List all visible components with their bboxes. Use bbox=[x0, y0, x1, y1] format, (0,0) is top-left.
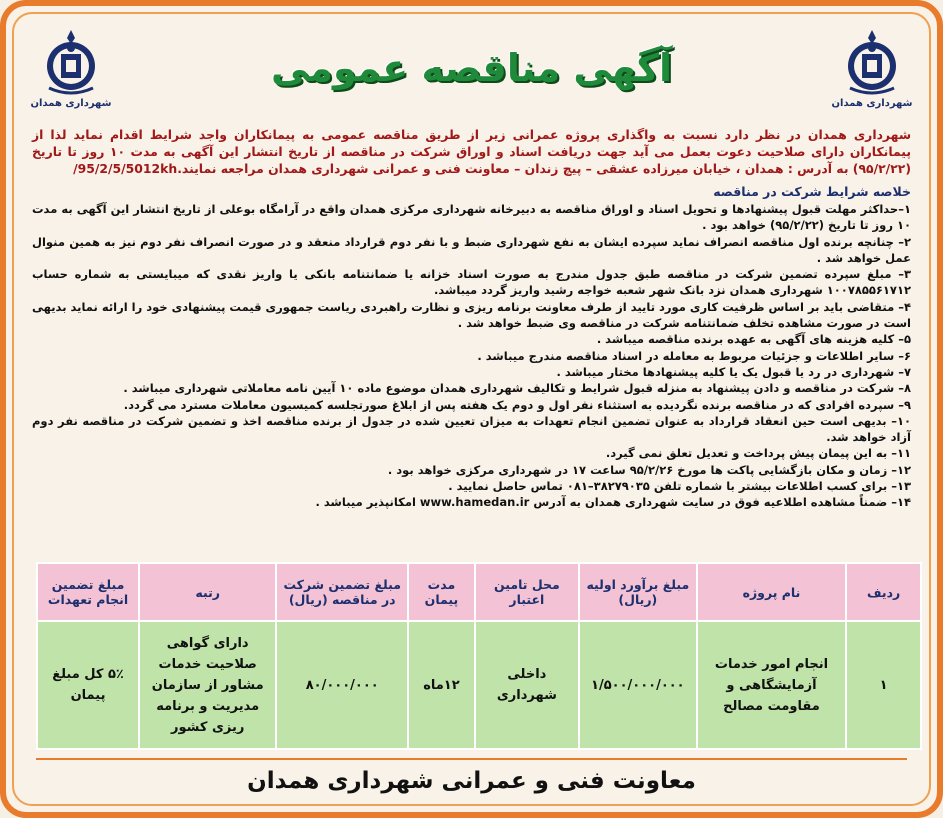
condition-item: ۱۱– به این پیمان پیش پرداخت و تعدیل تعلق نمی گیرد. bbox=[605, 446, 911, 461]
col-performance-guarantee: مبلغ تضمین انجام تعهدات bbox=[37, 563, 139, 621]
condition-item: ۶– سایر اطلاعات و جزئیات مربوط به معامله در اسناد مناقصه مندرج میباشد . bbox=[477, 348, 911, 363]
condition-item: ۷– شهرداری در رد یا قبول یک یا کلیه پیشنهادها مختار میباشد . bbox=[556, 364, 911, 379]
condition-item: ۱۳– برای کسب اطلاعات بیشتر با شماره تلفن ۳۸۲۷۹۰۳۵–۰۸۱ تماس حاصل نمایید . bbox=[448, 479, 911, 494]
cell-project-name: انجام امور خدمات آزمایشگاهی و مقاومت مصالح bbox=[697, 621, 847, 749]
condition-item: ۳– مبلغ سپرده تضمین شرکت در مناقصه طبق جدول مندرج به صورت اسناد خزانه یا ضمانتنامه بانکی یا واریز نقدی که میبایستی به شماره حساب ۱۰۰۷۸۵۵۶۱۷۱۲ شهرداری همدان نزد بانک شهر شعبه خواجه رشید واریز گردد میباشد. bbox=[32, 267, 911, 298]
condition-item: ۹– سپرده افرادی که در مناقصه برنده نگردیده به استثناء نفر اول و دوم یک هفته پس از ابلاغ صورتجلسه کمیسیون معاملات مسترد می گردد. bbox=[123, 397, 911, 412]
col-bid-guarantee: مبلغ تضمین شرکت در مناقصه (ریال) bbox=[276, 563, 408, 621]
cell-performance-guarantee: ۵٪ کل مبلغ پیمان bbox=[37, 621, 139, 749]
intro-paragraph: شهرداری همدان در نظر دارد نسبت به واگذاری پروژه عمرانی زیر از طریق مناقصه عمومی به پیمانکاران واجد شرایط اقدام نماید لذا از پیمانکاران دارای صلاحیت دعوت بعمل می آید جهت دریافت اسناد و اوراق شرکت در مناقصه از تاریخ انتشار این آگهی به مدت ۱۰ روز تا تاریخ (۹۵/۲/۲۲) به آدرس : همدان ، خیابان میرزاده عشقی – پیچ زندان – معاونت فنی و عمرانی شهرداری همدان مراجعه نمایند.95/2/5/5012kh/ bbox=[32, 127, 911, 176]
project-table bbox=[36, 562, 922, 750]
condition-item: ۱۴– ضمناً مشاهده اطلاعیه فوق در سایت شهرداری همدان به آدرس www.hamedan.ir امکانپذیر میباشد . bbox=[315, 495, 911, 510]
table-row bbox=[37, 621, 921, 749]
page-title: آگهی مناقصه عمومی bbox=[270, 46, 673, 90]
cell-bid-guarantee: ۸۰/۰۰۰/۰۰۰ bbox=[276, 621, 408, 749]
table-header-row bbox=[37, 563, 921, 621]
condition-item: ۴– متقاضی باید بر اساس ظرفیت کاری مورد تایید از طرف معاونت برنامه ریزی و نظارت راهبردی ریاست جمهوری قیمت پیشنهادی خود را ارائه نماید بدیهی است در صورت مشاهده تخلف ضمانتنامه شرکت در مناقصه وی ضبط خواهد شد . bbox=[32, 299, 911, 331]
condition-item: ۲– چنانچه برنده اول مناقصه انصراف نماید سپرده ایشان به نفع شهرداری ضبط و با نفر دوم قرارداد منعقد و در صورت انصراف نفر دوم نیز به همین منوال عمل خواهد شد . bbox=[32, 234, 911, 265]
logo-caption: شهرداری همدان bbox=[30, 98, 112, 109]
col-contract-duration: مدت پیمان bbox=[408, 563, 475, 621]
logo-caption: شهرداری همدان bbox=[831, 98, 913, 109]
cell-contract-duration: ۱۲ماه bbox=[408, 621, 475, 749]
col-project-name: نام پروژه bbox=[697, 563, 847, 621]
cell-grade: دارای گواهی صلاحیت خدمات مشاور از سازمان مدیریت و برنامه ریزی کشور bbox=[139, 621, 276, 749]
footer-signature: معاونت فنی و عمرانی شهرداری همدان bbox=[247, 768, 696, 794]
condition-item: ۱۲– زمان و مکان بازگشایی پاکت ها مورخ ۹۵/۲/۲۶ ساعت ۱۷ در شهرداری مرکزی خواهد بود . bbox=[387, 462, 911, 477]
conditions-title: خلاصه شرایط شرکت در مناقصه bbox=[713, 184, 911, 199]
condition-item: ۱۰– بدیهی است حین انعقاد قرارداد به عنوان تضمین انجام تعهدات به میزان تعیین شده در جدول از برنده مناقصه اخذ و تضمین شرکت در مناقصه نفر دوم آزاد خواهد شد. bbox=[32, 413, 911, 445]
col-grade: رتبه bbox=[139, 563, 276, 621]
footer-divider bbox=[36, 758, 907, 760]
condition-item: ۱–حداکثر مهلت قبول پیشنهادها و تحویل اسناد و اوراق مناقصه به دبیرخانه شهرداری مرکزی همدان واقع در آرامگاه بوعلی از تاریخ انتشار این آگهی به مدت ۱۰ روز تا تاریخ (۹۵/۲/۲۲) خواهد بود . bbox=[32, 202, 911, 233]
conditions-list bbox=[32, 201, 911, 511]
cell-row-number: ۱ bbox=[846, 621, 921, 749]
condition-item: ۵– کلیه هزینه های آگهی به عهده برنده مناقصه میباشد . bbox=[596, 332, 911, 347]
col-funding-source: محل تامین اعتبار bbox=[475, 563, 579, 621]
col-row-number: ردیف bbox=[846, 563, 921, 621]
cell-funding-source: داخلی شهرداری bbox=[475, 621, 579, 749]
cell-initial-estimate: ۱/۵۰۰/۰۰۰/۰۰۰ bbox=[579, 621, 697, 749]
col-initial-estimate: مبلغ برآورد اولیه (ریال) bbox=[579, 563, 697, 621]
condition-item: ۸– شرکت در مناقصه و دادن پیشنهاد به منزله قبول شرایط و تکالیف شهرداری همدان موضوع ماده ۱۰ آیین نامه معاملاتی شهرداری میباشد . bbox=[123, 381, 911, 396]
